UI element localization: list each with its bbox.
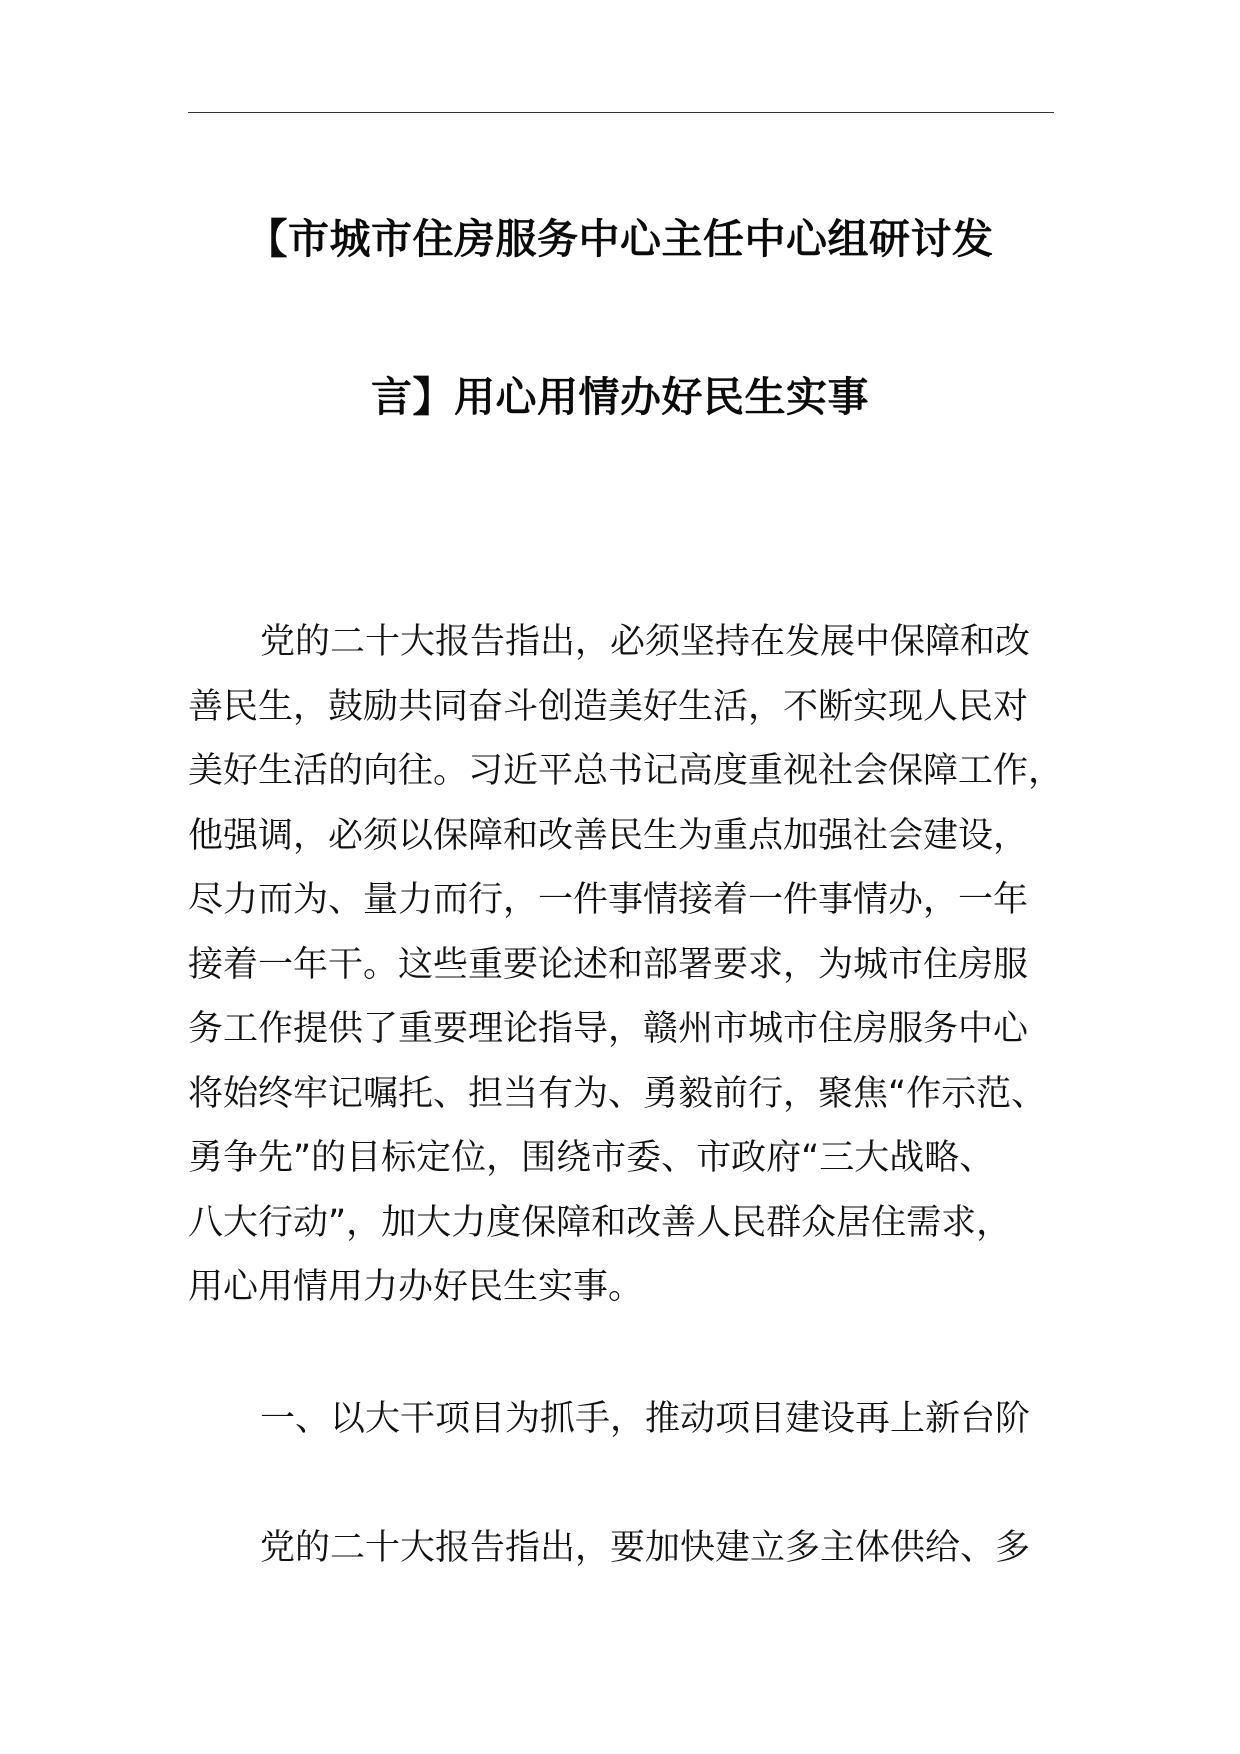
paragraph-1 [188, 610, 1078, 1320]
paragraph-line: 美好生活的向往。习近平总书记高度重视社会保障工作， [188, 751, 1064, 791]
paragraph-line: 尽力而为、量力而行，一件事情接着一件事情办，一年 [188, 880, 1029, 920]
paragraph-line: 八大行动”，加大力度保障和改善人民群众居住需求， [188, 1202, 1012, 1243]
paragraph-line: 善民生，鼓励共同奋斗创造美好生活，不断实现人民对 [188, 686, 1029, 727]
paragraph-line: 接着一年干。这些重要论述和部署要求，为城市住房服 [188, 944, 1029, 985]
document-title-line-1: 【市城市住房服务中心主任中心组研讨发 [246, 215, 994, 263]
section-1-heading: 一、以大干项目为抓手，推动项目建设再上新台阶 [260, 1399, 1031, 1439]
paragraph-line: 勇争先”的目标定位，围绕市委、市政府“三大战略、 [188, 1138, 995, 1178]
document-title-line-2: 言】用心用情办好民生实事 [371, 373, 869, 421]
paragraph-line: 党的二十大报告指出，必须坚持在发展中保障和改 [260, 622, 1031, 662]
paragraph-line: 务工作提供了重要理论指导，赣州市城市住房服务中心 [188, 1009, 1029, 1049]
paragraph-2-start: 党的二十大报告指出，要加快建立多主体供给、多 [260, 1528, 1031, 1568]
paragraph-line: 用心用情用力办好民生实事。 [188, 1267, 644, 1307]
header-rule [188, 112, 1054, 113]
paragraph-line: 他强调，必须以保障和改善民生为重点加强社会建设， [188, 815, 1029, 856]
paragraph-line: 将始终牢记嘱托、担当有为、勇毅前行，聚焦“作示范、 [188, 1073, 1047, 1114]
